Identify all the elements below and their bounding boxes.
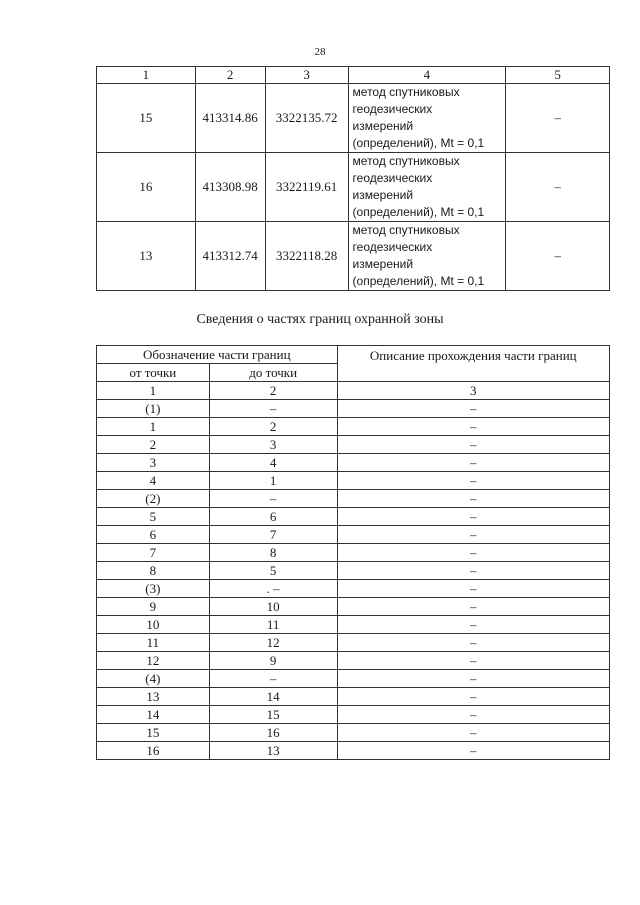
description-cell: – — [337, 616, 609, 634]
table-row — [97, 472, 610, 490]
coordinate-x: 413314.86 — [195, 84, 265, 153]
method-line: (определений), Mt = 0,1 — [352, 136, 485, 150]
description-cell: – — [337, 688, 609, 706]
method-line: геодезических — [352, 171, 433, 185]
parts-number-row — [97, 382, 610, 400]
parts-header-row — [97, 346, 610, 364]
point-number: 13 — [97, 222, 196, 291]
to-point-cell: 6 — [209, 508, 337, 526]
table-row — [97, 688, 610, 706]
coordinates-header-row — [97, 67, 610, 84]
coordinate-x: 413308.98 — [195, 153, 265, 222]
point-number: 15 — [97, 84, 196, 153]
method-line: измерений — [352, 257, 414, 271]
to-point-cell: . – — [209, 580, 337, 598]
description-cell: – — [337, 706, 609, 724]
description-cell: – — [337, 472, 609, 490]
method-line: геодезических — [352, 102, 433, 116]
table-row — [97, 706, 610, 724]
to-point-header: до точки — [209, 364, 337, 382]
description-cell: – — [337, 436, 609, 454]
section-title: Сведения о частях границ охранной зоны — [196, 312, 444, 327]
page-number: 28 — [314, 46, 326, 58]
description-cell: – — [337, 562, 609, 580]
description-cell: – — [337, 508, 609, 526]
from-point-cell: 1 — [97, 418, 210, 436]
from-point-cell: 5 — [97, 508, 210, 526]
table-row — [97, 418, 610, 436]
description-cell: – — [337, 652, 609, 670]
to-point-cell: – — [209, 400, 337, 418]
from-point-cell: (4) — [97, 670, 210, 688]
from-point-cell: 10 — [97, 616, 210, 634]
to-point-cell: 8 — [209, 544, 337, 562]
boundary-parts-table — [96, 345, 610, 760]
method-line: метод спутниковых — [352, 223, 460, 237]
from-point-cell: (2) — [97, 490, 210, 508]
to-point-cell: 10 — [209, 598, 337, 616]
table-row — [97, 616, 610, 634]
method-line: (определений), Mt = 0,1 — [352, 205, 485, 219]
description-cell: – — [337, 454, 609, 472]
from-point-cell: 3 — [97, 454, 210, 472]
note-cell: – — [506, 153, 610, 222]
description-cell: – — [337, 670, 609, 688]
table-row — [97, 84, 610, 153]
to-point-cell: 7 — [209, 526, 337, 544]
to-point-cell: 11 — [209, 616, 337, 634]
table-row — [97, 562, 610, 580]
note-cell: – — [506, 222, 610, 291]
to-point-cell: 1 — [209, 472, 337, 490]
method-line: измерений — [352, 119, 414, 133]
table-row — [97, 670, 610, 688]
method-line: метод спутниковых — [352, 154, 460, 168]
table-row — [97, 508, 610, 526]
table-row — [97, 454, 610, 472]
table-row — [97, 598, 610, 616]
from-point-cell: (3) — [97, 580, 210, 598]
description-cell: – — [337, 544, 609, 562]
to-point-cell: 5 — [209, 562, 337, 580]
table-row — [97, 436, 610, 454]
coordinate-x: 413312.74 — [195, 222, 265, 291]
to-point-cell: 16 — [209, 724, 337, 742]
table-row — [97, 400, 610, 418]
table-row — [97, 742, 610, 760]
method-line: измерений — [352, 188, 414, 202]
description-cell: – — [337, 418, 609, 436]
description-cell: – — [337, 580, 609, 598]
from-point-cell: 13 — [97, 688, 210, 706]
from-point-header: от точки — [97, 364, 210, 382]
description-cell: – — [337, 526, 609, 544]
coordinate-y: 3322135.72 — [265, 84, 348, 153]
from-point-cell: 8 — [97, 562, 210, 580]
designation-header: Обозначение части границ — [97, 346, 338, 364]
from-point-cell: 15 — [97, 724, 210, 742]
method-line: геодезических — [352, 240, 433, 254]
to-point-cell: 2 — [209, 418, 337, 436]
method-description — [348, 153, 506, 222]
description-cell: – — [337, 400, 609, 418]
method-line: метод спутниковых — [352, 85, 460, 99]
table-row — [97, 634, 610, 652]
to-point-cell: 15 — [209, 706, 337, 724]
coord-header-cell: 1 — [97, 67, 196, 84]
to-point-cell: 14 — [209, 688, 337, 706]
note-cell: – — [506, 84, 610, 153]
coordinate-y: 3322118.28 — [265, 222, 348, 291]
table-row — [97, 526, 610, 544]
from-point-cell: 4 — [97, 472, 210, 490]
column-number: 1 — [97, 382, 210, 400]
to-point-cell: 12 — [209, 634, 337, 652]
from-point-cell: 11 — [97, 634, 210, 652]
description-cell: – — [337, 490, 609, 508]
method-description — [348, 84, 506, 153]
to-point-cell: 4 — [209, 454, 337, 472]
column-number: 3 — [337, 382, 609, 400]
column-number: 2 — [209, 382, 337, 400]
coord-header-cell: 4 — [348, 67, 506, 84]
table-row — [97, 222, 610, 291]
from-point-cell: 6 — [97, 526, 210, 544]
coordinate-y: 3322119.61 — [265, 153, 348, 222]
to-point-cell: 13 — [209, 742, 337, 760]
table-row — [97, 153, 610, 222]
from-point-cell: 2 — [97, 436, 210, 454]
parts-table-body — [97, 400, 610, 760]
to-point-cell: 9 — [209, 652, 337, 670]
to-point-cell: 3 — [209, 436, 337, 454]
to-point-cell: – — [209, 490, 337, 508]
description-cell: – — [337, 724, 609, 742]
from-point-cell: 16 — [97, 742, 210, 760]
from-point-cell: 14 — [97, 706, 210, 724]
point-number: 16 — [97, 153, 196, 222]
from-point-cell: 12 — [97, 652, 210, 670]
table-row — [97, 490, 610, 508]
description-header: Описание прохождения части границ — [337, 346, 609, 382]
coord-header-cell: 3 — [265, 67, 348, 84]
from-point-cell: 9 — [97, 598, 210, 616]
table-row — [97, 580, 610, 598]
description-cell: – — [337, 742, 609, 760]
method-description — [348, 222, 506, 291]
coord-header-cell: 5 — [506, 67, 610, 84]
method-line: (определений), Mt = 0,1 — [352, 274, 485, 288]
description-cell: – — [337, 634, 609, 652]
coordinates-table — [96, 66, 610, 291]
to-point-cell: – — [209, 670, 337, 688]
table-row — [97, 544, 610, 562]
coord-header-cell: 2 — [195, 67, 265, 84]
table-row — [97, 724, 610, 742]
description-cell: – — [337, 598, 609, 616]
table-row — [97, 652, 610, 670]
from-point-cell: 7 — [97, 544, 210, 562]
from-point-cell: (1) — [97, 400, 210, 418]
